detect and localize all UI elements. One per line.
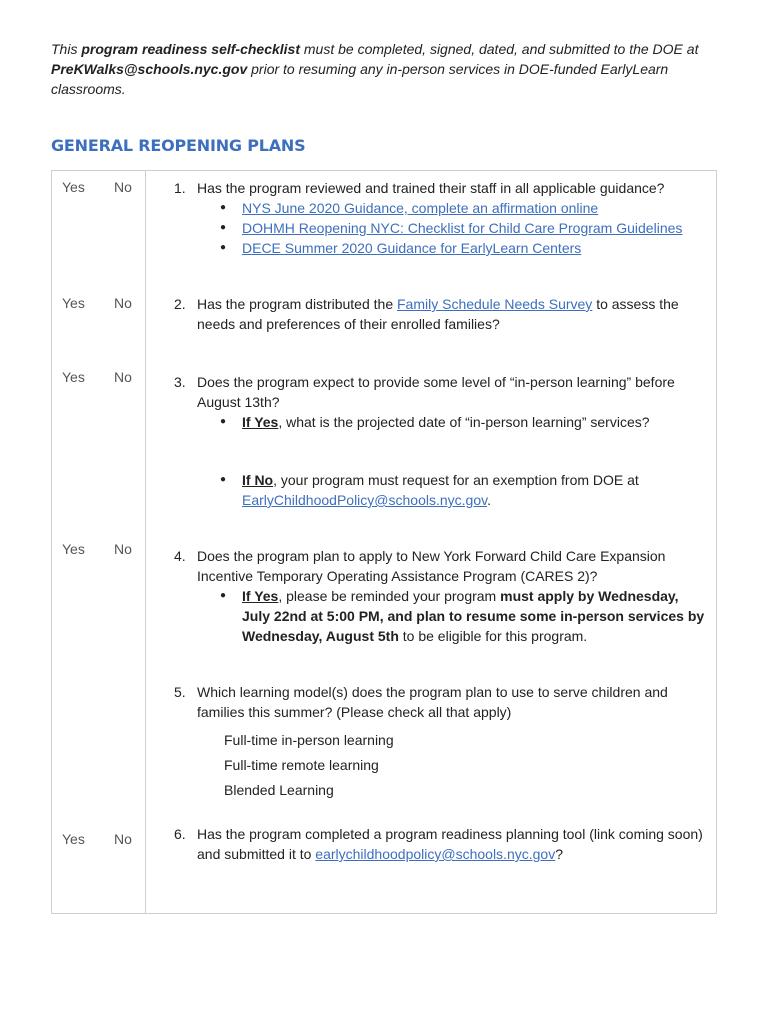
option-blended[interactable]: Blended Learning — [224, 782, 334, 798]
question-number: 3. — [174, 374, 186, 390]
question-text: Has the program reviewed and trained their staff in all applicable guidance? — [197, 180, 665, 196]
text: , your program must request for an exemption from DOE at — [273, 472, 639, 488]
checklist-table — [51, 170, 717, 914]
list-item — [174, 412, 709, 432]
intro-text: must be completed, signed, dated, and submitted to the DOE at — [300, 41, 699, 57]
column-divider — [145, 171, 146, 913]
question-number: 4. — [174, 548, 186, 564]
yes-option-q3[interactable]: Yes — [62, 369, 85, 385]
question-2 — [174, 294, 709, 334]
text: . — [487, 492, 491, 508]
dece-guidance-link[interactable]: DECE Summer 2020 Guidance for EarlyLearn Centers — [242, 240, 582, 256]
question-6 — [174, 824, 709, 864]
deadline-text: must apply by Wednesday, July 22nd at 5:00 PM, and plan to resume some in-person services by Wednesday, August 5th — [242, 588, 705, 644]
question-5 — [174, 682, 709, 803]
if-no-label: If No — [242, 472, 274, 488]
option-in-person[interactable]: Full-time in-person learning — [224, 732, 394, 748]
list-item — [174, 198, 709, 218]
question-3 — [174, 372, 709, 510]
list-item — [174, 238, 709, 258]
intro-paragraph — [51, 39, 711, 99]
list-item — [174, 470, 709, 510]
option-remote[interactable]: Full-time remote learning — [224, 757, 379, 773]
question-text: Does the program plan to apply to New York Forward Child Care Expansion Incentive Temporary Operating Assistance Program (CARES 2)? — [197, 548, 666, 584]
intro-checklist-name: program readiness self-checklist — [81, 41, 300, 57]
text: Has the program completed a program readiness planning tool (link coming soon) and submitted it to — [197, 826, 703, 862]
nys-guidance-link[interactable]: NYS June 2020 Guidance, complete an affirmation online — [242, 200, 599, 216]
yes-option-q2[interactable]: Yes — [62, 295, 85, 311]
intro-text: prior to resuming any in-person services in DOE-funded EarlyLearn classrooms. — [51, 61, 669, 97]
question-number: 2. — [174, 296, 186, 312]
if-yes-label: If Yes — [242, 588, 279, 604]
list-item — [174, 218, 709, 238]
policy-email-link[interactable]: EarlyChildhoodPolicy@schools.nyc.gov — [242, 492, 488, 508]
dohmh-checklist-link[interactable]: DOHMH Reopening NYC: Checklist for Child Care Program Guidelines — [242, 220, 683, 236]
text: Has the program distributed the — [197, 296, 397, 312]
no-option-q1[interactable]: No — [114, 179, 132, 195]
policy-email-link[interactable]: earlychildhoodpolicy@schools.nyc.gov — [315, 846, 556, 862]
sub-list — [174, 470, 709, 510]
learning-model-options — [174, 728, 709, 803]
question-number: 5. — [174, 684, 186, 700]
question-text — [197, 824, 709, 864]
question-number: 6. — [174, 826, 186, 842]
yes-option-q1[interactable]: Yes — [62, 179, 85, 195]
family-survey-link[interactable]: Family Schedule Needs Survey — [397, 296, 593, 312]
list-item — [174, 586, 709, 646]
intro-text: This — [51, 41, 82, 57]
text: to assess the needs and preferences of their enrolled families? — [197, 296, 679, 332]
no-option-q3[interactable]: No — [114, 369, 132, 385]
no-option-q2[interactable]: No — [114, 295, 132, 311]
text: , what is the projected date of “in-person learning” services? — [278, 414, 650, 430]
question-4 — [174, 546, 709, 646]
sub-list — [174, 586, 709, 646]
section-heading: GENERAL REOPENING PLANS — [51, 136, 306, 155]
question-text: Which learning model(s) does the program plan to use to serve children and families this summer? (Please check all that apply) — [197, 684, 668, 720]
no-option-q6[interactable]: No — [114, 831, 132, 847]
text: to be eligible for this program. — [398, 628, 588, 644]
sub-list — [174, 412, 709, 432]
text: ? — [555, 846, 563, 862]
yes-option-q6[interactable]: Yes — [62, 831, 85, 847]
no-option-q4[interactable]: No — [114, 541, 132, 557]
question-text — [197, 294, 709, 334]
intro-email: PreKWalks@schools.nyc.gov — [51, 61, 248, 77]
yes-option-q4[interactable]: Yes — [62, 541, 85, 557]
if-yes-label: If Yes — [242, 414, 279, 430]
question-number: 1. — [174, 180, 186, 196]
question-text: Does the program expect to provide some level of “in-person learning” before August 13th? — [197, 374, 675, 410]
text: , please be reminded your program — [278, 588, 501, 604]
guidance-links-list — [174, 198, 709, 258]
question-1 — [174, 178, 709, 258]
